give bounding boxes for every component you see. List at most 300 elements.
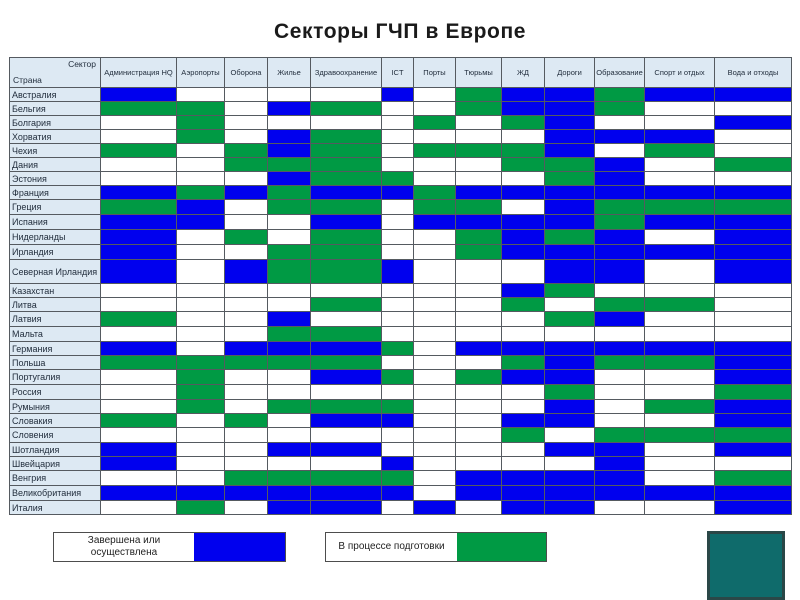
status-cell <box>715 186 792 200</box>
status-cell <box>177 443 225 457</box>
status-cell <box>595 298 645 312</box>
status-cell <box>645 144 715 158</box>
country-cell: Чехия <box>10 144 101 158</box>
status-cell <box>268 298 311 312</box>
table-corner-cell <box>10 58 101 88</box>
country-cell: Шотландия <box>10 443 101 457</box>
status-cell <box>545 385 595 400</box>
status-cell <box>225 130 268 144</box>
status-cell <box>545 260 595 284</box>
status-cell <box>715 471 792 486</box>
status-cell <box>382 501 414 515</box>
status-cell <box>101 158 177 172</box>
status-cell <box>177 186 225 200</box>
table-row <box>10 116 792 130</box>
status-cell <box>715 144 792 158</box>
country-cell: Хорватия <box>10 130 101 144</box>
status-cell <box>715 230 792 245</box>
table-row <box>10 443 792 457</box>
status-cell <box>414 457 456 471</box>
status-cell <box>645 414 715 428</box>
country-cell: Казахстан <box>10 284 101 298</box>
status-cell <box>311 501 382 515</box>
status-cell <box>268 230 311 245</box>
status-cell <box>715 245 792 260</box>
legend-completed <box>53 532 286 562</box>
status-cell <box>595 230 645 245</box>
table-row <box>10 400 792 414</box>
status-cell <box>715 130 792 144</box>
status-cell <box>414 370 456 385</box>
status-cell <box>311 471 382 486</box>
status-cell <box>225 370 268 385</box>
status-cell <box>645 172 715 186</box>
status-cell <box>502 342 545 356</box>
status-cell <box>177 486 225 501</box>
status-cell <box>382 471 414 486</box>
status-cell <box>311 88 382 102</box>
status-cell <box>101 312 177 327</box>
status-cell <box>595 370 645 385</box>
status-cell <box>456 116 502 130</box>
status-cell <box>382 414 414 428</box>
status-cell <box>311 385 382 400</box>
country-cell: Греция <box>10 200 101 215</box>
status-cell <box>502 215 545 230</box>
status-cell <box>101 356 177 370</box>
country-cell: Эстония <box>10 172 101 186</box>
status-cell <box>595 245 645 260</box>
status-cell <box>177 356 225 370</box>
status-cell <box>382 172 414 186</box>
table-header-row <box>10 58 792 88</box>
status-cell <box>545 186 595 200</box>
status-cell <box>268 102 311 116</box>
status-cell <box>414 130 456 144</box>
status-cell <box>645 186 715 200</box>
status-cell <box>456 370 502 385</box>
status-cell <box>595 486 645 501</box>
country-cell: Дания <box>10 158 101 172</box>
status-cell <box>456 102 502 116</box>
status-cell <box>177 88 225 102</box>
status-cell <box>502 356 545 370</box>
page-title: Секторы ГЧП в Европе <box>273 20 527 43</box>
status-cell <box>715 312 792 327</box>
status-cell <box>101 400 177 414</box>
status-cell <box>645 230 715 245</box>
status-cell <box>311 186 382 200</box>
status-cell <box>311 144 382 158</box>
status-cell <box>545 116 595 130</box>
status-cell <box>101 370 177 385</box>
status-cell <box>225 356 268 370</box>
table-row <box>10 260 792 284</box>
country-cell: Италия <box>10 501 101 515</box>
sector-header: Оборона <box>225 58 268 88</box>
table-row <box>10 172 792 186</box>
status-cell <box>225 501 268 515</box>
status-cell <box>456 385 502 400</box>
country-cell: Австралия <box>10 88 101 102</box>
status-cell <box>225 428 268 443</box>
table-row <box>10 230 792 245</box>
status-cell <box>645 298 715 312</box>
status-cell <box>225 186 268 200</box>
status-cell <box>382 342 414 356</box>
country-cell: Польша <box>10 356 101 370</box>
status-cell <box>595 501 645 515</box>
status-cell <box>101 186 177 200</box>
status-cell <box>101 284 177 298</box>
status-cell <box>177 158 225 172</box>
status-cell <box>414 102 456 116</box>
status-cell <box>268 428 311 443</box>
status-cell <box>382 144 414 158</box>
table-row <box>10 102 792 116</box>
status-cell <box>715 116 792 130</box>
country-cell: Болгария <box>10 116 101 130</box>
status-cell <box>456 471 502 486</box>
status-cell <box>382 158 414 172</box>
table-row <box>10 130 792 144</box>
status-cell <box>645 428 715 443</box>
sector-header: Жилье <box>268 58 311 88</box>
status-cell <box>225 400 268 414</box>
status-cell <box>101 245 177 260</box>
status-cell <box>456 298 502 312</box>
status-cell <box>177 284 225 298</box>
table-row <box>10 385 792 400</box>
status-cell <box>715 501 792 515</box>
status-cell <box>101 172 177 186</box>
status-cell <box>311 245 382 260</box>
status-cell <box>268 385 311 400</box>
sector-header: Образование <box>595 58 645 88</box>
status-cell <box>225 172 268 186</box>
status-cell <box>101 501 177 515</box>
status-cell <box>311 260 382 284</box>
sector-header: Дороги <box>545 58 595 88</box>
status-cell <box>414 342 456 356</box>
status-cell <box>177 245 225 260</box>
status-cell <box>382 230 414 245</box>
status-cell <box>177 230 225 245</box>
status-cell <box>545 501 595 515</box>
legend-in-preparation-swatch <box>457 533 546 561</box>
status-cell <box>311 116 382 130</box>
status-cell <box>414 200 456 215</box>
status-cell <box>595 172 645 186</box>
status-cell <box>414 116 456 130</box>
status-cell <box>645 200 715 215</box>
country-cell: Венгрия <box>10 471 101 486</box>
status-cell <box>715 443 792 457</box>
table-row <box>10 284 792 298</box>
status-cell <box>715 200 792 215</box>
ppp-sector-matrix <box>9 57 792 515</box>
status-cell <box>311 414 382 428</box>
status-cell <box>645 471 715 486</box>
country-cell: Литва <box>10 298 101 312</box>
status-cell <box>595 428 645 443</box>
status-cell <box>225 298 268 312</box>
status-cell <box>595 284 645 298</box>
status-cell <box>715 457 792 471</box>
status-cell <box>595 385 645 400</box>
status-cell <box>311 284 382 298</box>
status-cell <box>382 428 414 443</box>
status-cell <box>101 130 177 144</box>
status-cell <box>456 200 502 215</box>
status-cell <box>225 312 268 327</box>
status-cell <box>595 342 645 356</box>
status-cell <box>382 327 414 342</box>
country-cell: Мальта <box>10 327 101 342</box>
status-cell <box>225 443 268 457</box>
country-cell: Франция <box>10 186 101 200</box>
status-cell <box>101 443 177 457</box>
status-cell <box>715 102 792 116</box>
status-cell <box>502 245 545 260</box>
status-cell <box>502 486 545 501</box>
status-cell <box>595 457 645 471</box>
status-cell <box>101 116 177 130</box>
status-cell <box>414 245 456 260</box>
status-cell <box>595 327 645 342</box>
status-cell <box>715 158 792 172</box>
country-cell: Нидерланды <box>10 230 101 245</box>
status-cell <box>177 327 225 342</box>
table-row <box>10 200 792 215</box>
status-cell <box>101 471 177 486</box>
status-cell <box>595 356 645 370</box>
status-cell <box>502 400 545 414</box>
status-cell <box>101 88 177 102</box>
status-cell <box>456 284 502 298</box>
status-cell <box>101 144 177 158</box>
status-cell <box>177 471 225 486</box>
status-cell <box>645 215 715 230</box>
status-cell <box>545 471 595 486</box>
country-cell: Великобритания <box>10 486 101 501</box>
status-cell <box>177 370 225 385</box>
sector-axis-label: Сектор <box>68 59 96 69</box>
status-cell <box>225 88 268 102</box>
status-cell <box>545 230 595 245</box>
status-cell <box>715 356 792 370</box>
status-cell <box>545 102 595 116</box>
status-cell <box>382 400 414 414</box>
status-cell <box>225 327 268 342</box>
status-cell <box>268 457 311 471</box>
table-row <box>10 486 792 501</box>
status-cell <box>101 230 177 245</box>
status-cell <box>414 312 456 327</box>
status-cell <box>545 88 595 102</box>
status-cell <box>268 116 311 130</box>
status-cell <box>177 457 225 471</box>
status-cell <box>645 130 715 144</box>
status-cell <box>595 414 645 428</box>
status-cell <box>268 342 311 356</box>
status-cell <box>177 102 225 116</box>
legend-in-preparation-label: В процессе подготовки <box>338 541 445 552</box>
status-cell <box>311 200 382 215</box>
status-cell <box>268 144 311 158</box>
status-cell <box>101 200 177 215</box>
status-cell <box>502 414 545 428</box>
status-cell <box>177 342 225 356</box>
status-cell <box>225 385 268 400</box>
country-cell: Словения <box>10 428 101 443</box>
country-cell: Словакия <box>10 414 101 428</box>
status-cell <box>268 158 311 172</box>
status-cell <box>177 172 225 186</box>
status-cell <box>645 245 715 260</box>
status-cell <box>715 215 792 230</box>
status-cell <box>311 230 382 245</box>
status-cell <box>715 260 792 284</box>
status-cell <box>545 130 595 144</box>
status-cell <box>715 385 792 400</box>
status-cell <box>268 443 311 457</box>
status-cell <box>502 385 545 400</box>
status-cell <box>311 102 382 116</box>
status-cell <box>545 370 595 385</box>
status-cell <box>645 260 715 284</box>
sector-header: Аэропорты <box>177 58 225 88</box>
status-cell <box>545 215 595 230</box>
table-row <box>10 298 792 312</box>
country-cell: Испания <box>10 215 101 230</box>
status-cell <box>502 501 545 515</box>
table-body <box>10 88 792 515</box>
status-cell <box>414 486 456 501</box>
status-cell <box>101 298 177 312</box>
status-cell <box>382 130 414 144</box>
status-cell <box>311 486 382 501</box>
status-cell <box>311 342 382 356</box>
status-cell <box>456 457 502 471</box>
status-cell <box>177 130 225 144</box>
status-cell <box>456 215 502 230</box>
country-axis-label: Страна <box>13 75 42 85</box>
status-cell <box>101 385 177 400</box>
status-cell <box>456 312 502 327</box>
status-cell <box>414 501 456 515</box>
status-cell <box>645 443 715 457</box>
status-cell <box>595 88 645 102</box>
status-cell <box>715 400 792 414</box>
status-cell <box>101 428 177 443</box>
status-cell <box>268 356 311 370</box>
country-cell: Северная Ирландия <box>10 260 101 284</box>
status-cell <box>595 443 645 457</box>
status-cell <box>225 486 268 501</box>
decorative-square <box>707 531 785 600</box>
status-cell <box>545 327 595 342</box>
status-cell <box>502 370 545 385</box>
status-cell <box>502 200 545 215</box>
sector-header: Здравоохранение <box>311 58 382 88</box>
status-cell <box>502 116 545 130</box>
legend-completed-label: Завершена или осуществлена <box>87 535 161 558</box>
status-cell <box>502 284 545 298</box>
status-cell <box>502 172 545 186</box>
status-cell <box>545 443 595 457</box>
status-cell <box>502 298 545 312</box>
table-row <box>10 245 792 260</box>
sector-header: Порты <box>414 58 456 88</box>
status-cell <box>414 414 456 428</box>
status-cell <box>414 215 456 230</box>
status-cell <box>414 88 456 102</box>
status-cell <box>268 414 311 428</box>
table-row <box>10 327 792 342</box>
table-row <box>10 158 792 172</box>
status-cell <box>268 370 311 385</box>
status-cell <box>645 158 715 172</box>
status-cell <box>545 158 595 172</box>
status-cell <box>414 471 456 486</box>
sector-header: Администрация HQ <box>101 58 177 88</box>
status-cell <box>311 443 382 457</box>
table-row <box>10 414 792 428</box>
status-cell <box>456 342 502 356</box>
status-cell <box>502 88 545 102</box>
status-cell <box>502 144 545 158</box>
country-cell: Ирландия <box>10 245 101 260</box>
status-cell <box>456 428 502 443</box>
status-cell <box>595 215 645 230</box>
status-cell <box>225 102 268 116</box>
status-cell <box>456 230 502 245</box>
status-cell <box>101 215 177 230</box>
status-cell <box>177 298 225 312</box>
status-cell <box>382 356 414 370</box>
status-cell <box>645 102 715 116</box>
status-cell <box>595 102 645 116</box>
status-cell <box>502 102 545 116</box>
status-cell <box>456 130 502 144</box>
country-cell: Румыния <box>10 400 101 414</box>
status-cell <box>545 400 595 414</box>
status-cell <box>177 215 225 230</box>
status-cell <box>456 356 502 370</box>
table-row <box>10 312 792 327</box>
status-cell <box>414 186 456 200</box>
status-cell <box>311 428 382 443</box>
status-cell <box>715 88 792 102</box>
status-cell <box>595 260 645 284</box>
status-cell <box>414 144 456 158</box>
status-cell <box>502 312 545 327</box>
status-cell <box>715 284 792 298</box>
status-cell <box>101 327 177 342</box>
status-cell <box>101 486 177 501</box>
status-cell <box>595 116 645 130</box>
status-cell <box>225 230 268 245</box>
status-cell <box>545 172 595 186</box>
status-cell <box>311 172 382 186</box>
status-cell <box>177 400 225 414</box>
status-cell <box>456 501 502 515</box>
table-row <box>10 342 792 356</box>
status-cell <box>645 385 715 400</box>
status-cell <box>414 443 456 457</box>
status-cell <box>225 457 268 471</box>
